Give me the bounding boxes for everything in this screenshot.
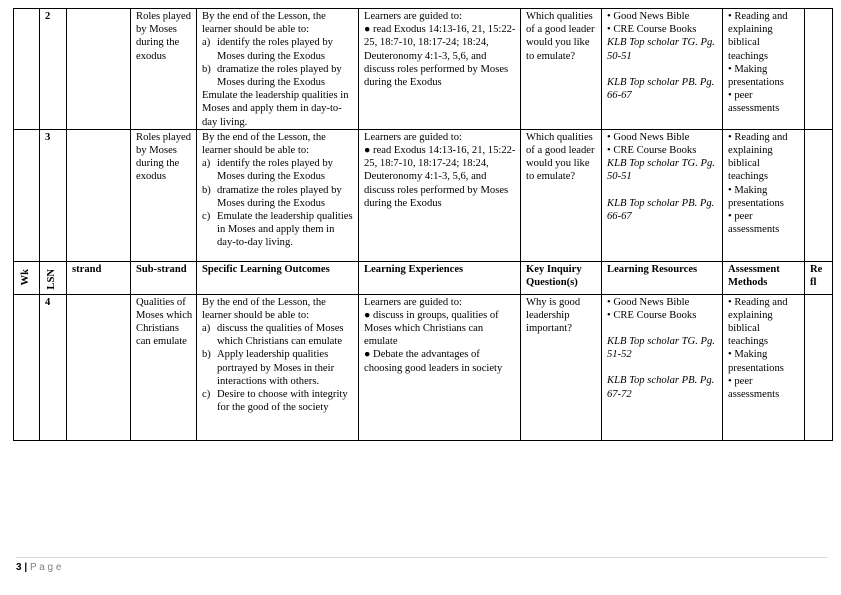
outcome-text: dramatize the roles played by Moses during the Exodus — [217, 63, 342, 89]
resource-item: • Good News Bible — [607, 131, 690, 143]
experience-item: ● read Exodus 14:13-16, 21, 15:22-25, 18:7-10, 18:17-24; 18:24, Deuteronomy 4:1-3, 5,6, and discuss roles performed by Moses during the Exodus — [364, 24, 516, 89]
resource-pb: KLB Top scholar PB. Pg. 66-67 — [607, 197, 715, 222]
outcome-label: a) — [202, 158, 211, 170]
table-row — [14, 9, 833, 130]
assessment-cell — [723, 294, 805, 440]
outcome-text: identify the roles played by Moses during the Exodus — [217, 158, 333, 183]
resource-tg: KLB Top scholar TG. Pg. 51-52 — [607, 336, 715, 361]
outcomes-cell — [197, 294, 359, 440]
inquiry-question: Which qualities of a good leader would you like to emulate? — [521, 9, 602, 130]
lesson-number: 4 — [40, 294, 67, 440]
reflection-cell — [805, 294, 833, 440]
outcome-item — [202, 36, 355, 62]
experiences-intro: Learners are guided to: — [364, 131, 462, 143]
resource-pb: KLB Top scholar PB. Pg. 67-72 — [607, 375, 715, 400]
resource-item: • Good News Bible — [607, 11, 690, 22]
assessment-item: • peer assessments — [728, 90, 780, 115]
resource-pb: KLB Top scholar PB. Pg. 66-67 — [607, 76, 715, 102]
outcome-text: Apply leadership qualities portrayed by Moses in their interactions with others. — [217, 349, 335, 387]
header-resources: Learning Resources — [602, 261, 723, 294]
outcome-label: b) — [202, 184, 211, 196]
page-number: 3 — [16, 562, 22, 573]
page-footer — [16, 562, 61, 573]
experience-item: ● discuss in groups, qualities of Moses which Christians can emulate — [364, 309, 499, 348]
outcomes-intro: By the end of the Lesson, the learner should be able to: — [202, 296, 326, 321]
outcome-label: b) — [202, 349, 211, 361]
experiences-cell — [359, 129, 521, 261]
resources-cell — [602, 9, 723, 130]
lesson-number: 2 — [40, 9, 67, 130]
resource-item: • CRE Course Books — [607, 309, 697, 321]
resources-cell — [602, 129, 723, 261]
reflection-cell — [805, 9, 833, 130]
experience-item: ● read Exodus 14:13-16, 21, 15:22-25, 18:7-10, 18:17-24; 18:24, Deuteronomy 4:1-3, 5,6, and discuss roles performed by Moses during the Exodus — [364, 145, 516, 209]
outcome-item — [202, 157, 355, 183]
strand-cell — [67, 294, 131, 440]
outcome-item — [202, 63, 355, 89]
header-experiences: Learning Experiences — [359, 261, 521, 294]
sub-strand-cell: Roles played by Moses during the exodus — [131, 129, 197, 261]
inquiry-question: Why is good leadership important? — [521, 294, 602, 440]
header-reflection: Re fl — [805, 261, 833, 294]
resource-item: • CRE Course Books — [607, 145, 697, 157]
table-row — [14, 294, 833, 440]
outcomes-cell — [197, 129, 359, 261]
assessment-item: • Reading and explaining biblical teachings — [728, 131, 788, 183]
outcome-text: Emulate the leadership qualities in Moses and apply them in day-to-day living. — [217, 211, 353, 249]
outcomes-cell — [197, 9, 359, 130]
assessment-item: • Making presentations — [728, 184, 784, 209]
reflection-cell — [805, 129, 833, 261]
week-cell — [14, 129, 40, 261]
experiences-cell — [359, 9, 521, 130]
resource-item: • Good News Bible — [607, 296, 690, 308]
resource-tg: KLB Top scholar TG. Pg. 50-51 — [607, 158, 715, 183]
outcomes-intro: By the end of the Lesson, the learner should be able to: — [202, 11, 326, 36]
assessment-cell — [723, 129, 805, 261]
week-cell — [14, 9, 40, 130]
strand-cell — [67, 9, 131, 130]
assessment-item: • Reading and explaining biblical teachings — [728, 11, 788, 62]
footer-divider — [16, 557, 828, 558]
outcome-label: b) — [202, 63, 211, 75]
table-row — [14, 129, 833, 261]
header-lsn: LSN — [40, 261, 67, 294]
assessment-item: • peer assessments — [728, 375, 780, 401]
header-row — [14, 261, 833, 294]
lesson-number: 3 — [40, 129, 67, 261]
strand-cell — [67, 129, 131, 261]
header-wk: Wk — [14, 261, 40, 294]
experiences-intro: Learners are guided to: — [364, 11, 462, 22]
header-assessment: Assessment Methods — [723, 261, 805, 294]
outcome-item — [202, 388, 355, 414]
outcome-text: Desire to choose with integrity for the good of the society — [217, 389, 348, 414]
outcome-text: dramatize the roles played by Moses during the Exodus — [217, 184, 342, 209]
assessment-item: • Reading and explaining biblical teachings — [728, 296, 788, 348]
experiences-cell — [359, 294, 521, 440]
assessment-item: • peer assessments — [728, 211, 780, 236]
outcome-item — [202, 184, 355, 210]
week-cell — [14, 294, 40, 440]
outcome-text: discuss the qualities of Moses which Christians can emulate — [217, 323, 344, 348]
header-outcomes: Specific Learning Outcomes — [197, 261, 359, 294]
sub-strand-cell: Qualities of Moses which Christians can emulate — [131, 294, 197, 440]
outcome-item — [202, 348, 355, 388]
outcome-item — [202, 322, 355, 348]
outcome-label: c) — [202, 211, 211, 223]
resources-cell — [602, 294, 723, 440]
outcomes-intro: By the end of the Lesson, the learner should be able to: — [202, 131, 326, 157]
footer-separator: | — [24, 562, 28, 573]
outcome-label: a) — [202, 323, 211, 335]
outcome-label: a) — [202, 37, 211, 49]
outcomes-tail: Emulate the leadership qualities in Moses and apply them in day-to-day living. — [202, 90, 349, 128]
resource-tg: KLB Top scholar TG. Pg. 50-51 — [607, 37, 715, 62]
experience-item: ● Debate the advantages of choosing good leaders in society — [364, 349, 503, 374]
resource-item: • CRE Course Books — [607, 24, 697, 36]
assessment-cell — [723, 9, 805, 130]
assessment-item: • Making presentations — [728, 349, 784, 374]
outcome-label: c) — [202, 389, 211, 401]
header-sub-strand: Sub-strand — [131, 261, 197, 294]
scheme-of-work-table — [13, 8, 833, 441]
header-strand: strand — [67, 261, 131, 294]
header-inquiry: Key Inquiry Question(s) — [521, 261, 602, 294]
sub-strand-cell: Roles played by Moses during the exodus — [131, 9, 197, 130]
outcome-text: identify the roles played by Moses during the Exodus — [217, 37, 333, 62]
outcome-item — [202, 210, 355, 250]
experiences-intro: Learners are guided to: — [364, 296, 462, 308]
inquiry-question: Which qualities of a good leader would you like to emulate? — [521, 129, 602, 261]
assessment-item: • Making presentations — [728, 63, 784, 89]
page-label: P a g e — [29, 562, 62, 573]
